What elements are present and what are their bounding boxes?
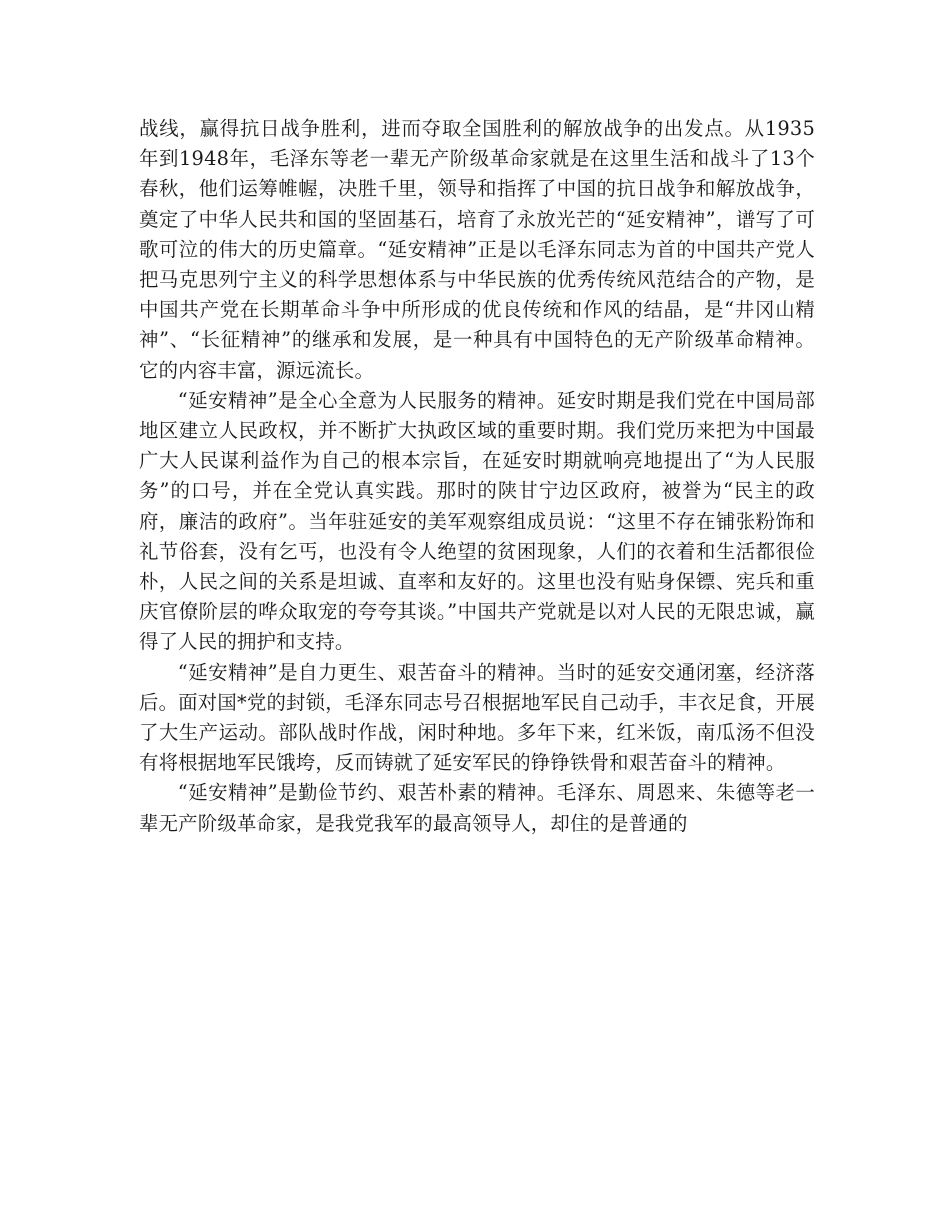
document-body (139, 114, 815, 839)
paragraph-3: “延安精神”是自力更生、艰苦奋斗的精神。当时的延安交通闭塞，经济落后。面对国*党的封锁，毛泽东同志号召根据地军民自己动手，丰衣足食，开展了大生产运动。部队战时作战，闲时种地。多年下来，红米饭，南瓜汤不但没有将根据地军民饿垮，反而铸就了延安军民的铮铮铁骨和艰苦奋斗的精神。 (139, 660, 815, 775)
paragraph-4: “延安精神”是勤俭节约、艰苦朴素的精神。毛泽东、周恩来、朱德等老一辈无产阶级革命家，是我党我军的最高领导人，却住的是普通的 (139, 781, 815, 835)
paragraph-2: “延安精神”是全心全意为人民服务的精神。延安时期是我们党在中国局部地区建立人民政权，并不断扩大执政区域的重要时期。我们党历来把为中国最广大人民谋利益作为自己的根本宗旨，在延安时期就响亮地提出了“为人民服务”的口号，并在全党认真实践。那时的陕甘宁边区政府，被誉为“民主的政府，廉洁的政府”。当年驻延安的美军观察组成员说：“这里不存在铺张粉饰和礼节俗套，没有乞丐，也没有令人绝望的贫困现象，人们的衣着和生活都很俭朴，人民之间的关系是坦诚、直率和友好的。这里也没有贴身保镖、宪兵和重庆官僚阶层的哗众取宠的夸夸其谈。”中国共产党就是以对人民的无限忠诚，赢得了人民的拥护和支持。 (139, 388, 815, 654)
paragraph-1: 战线，赢得抗日战争胜利，进而夺取全国胜利的解放战争的出发点。从1935年到1948年，毛泽东等老一辈无产阶级革命家就是在这里生活和战斗了13个春秋，他们运筹帷幄，决胜千里，领导和指挥了中国的抗日战争和解放战争，奠定了中华人民共和国的坚固基石，培育了永放光芒的“延安精神”，谱写了可歌可泣的伟大的历史篇章。“延安精神”正是以毛泽东同志为首的中国共产党人把马克思列宁主义的科学思想体系与中华民族的优秀传统风范结合的产物，是中国共产党在长期革命斗争中所形成的优良传统和作风的结晶，是“井冈山精神”、“长征精神”的继承和发展，是一种具有中国特色的无产阶级革命精神。它的内容丰富，源远流长。 (139, 117, 815, 382)
